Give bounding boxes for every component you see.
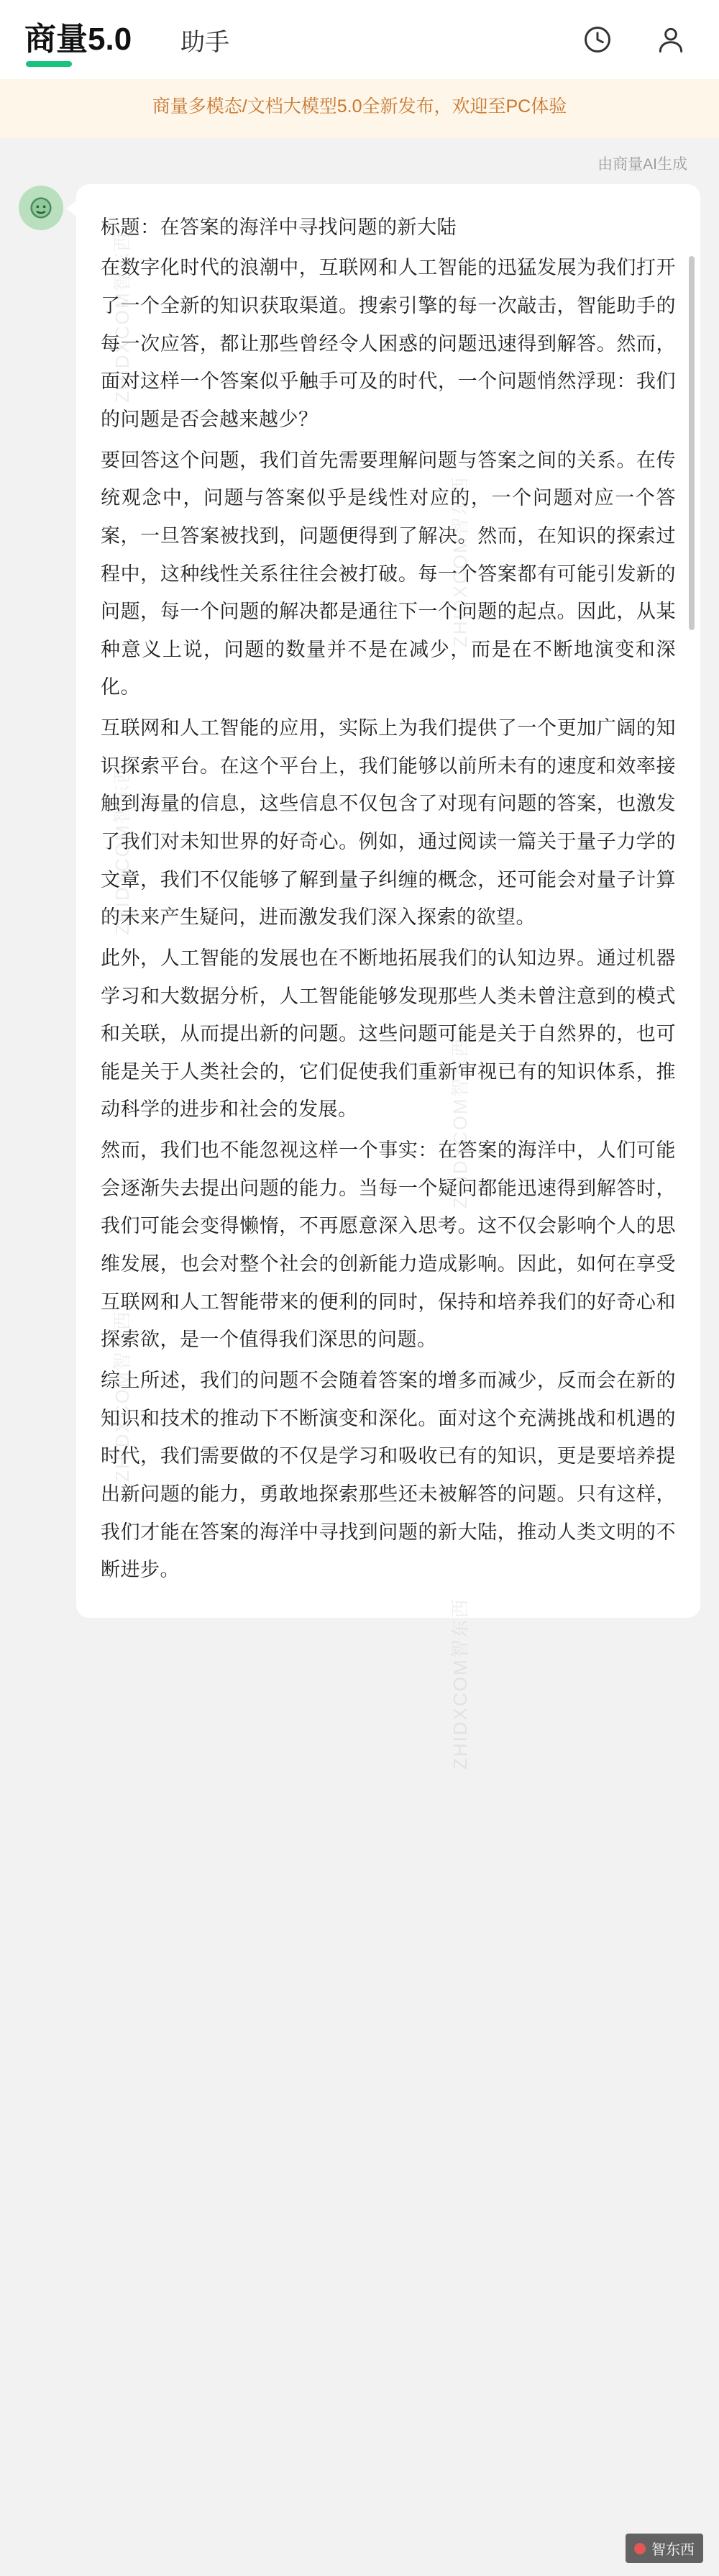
brand-underline [26,61,72,67]
message-paragraph: 要回答这个问题，我们首先需要理解问题与答案之间的关系。在传统观念中，问题与答案似乎是线性对应的，一个问题对应一个答案，一旦答案被找到，问题便得到了解决。然而，在知识的探索过程中，这种线性关系往往会被打破。每一个答案都有可能引发新的问题，每一个问题的解决都是通往下一个问题的起点。因此，从某种意义上说，问题的数量并不是在减少，而是在不断地演变和深化。 [101,449,676,698]
message-paragraph: 在数字化时代的浪潮中，互联网和人工智能的迅猛发展为我们打开了一个全新的知识获取渠道。搜索引擎的每一次敲击，智能助手的每一次应答，都让那些曾经令人困惑的问题迅速得到解答。然而，面对这样一个答案似乎触手可及的时代，一个问题悄然浮现：我们的问题是否会越来越少？ [101,257,676,430]
assistant-avatar [19,186,63,230]
chat-area [0,138,719,2573]
site-logo [626,2534,703,2563]
generation-meta [19,148,700,184]
message-bubble [76,184,700,1618]
message-paragraph: 综上所述，我们的问题不会随着答案的增多而减少，反而会在新的知识和技术的推动下不断演变和深化。面对这个充满挑战和机遇的时代，我们需要做的不仅是学习和吸收已有的知识，更是要培养提出新问题的能力，勇敢地探索那些还未被解答的问题。只有这样，我们才能在答案的海洋中寻找到问题的新大陆，推动人类文明的不断进步。 [101,1369,676,1581]
brand-title-text: 商量5.0 [24,22,132,57]
message-paragraph: 标题：在答案的海洋中寻找问题的新大陆 [101,216,457,238]
assistant-message [19,184,700,1618]
site-logo-text: 智东西 [651,2542,695,2558]
generation-meta-text: 由商量AI生成 [597,155,687,173]
assistant-label: 助手 [180,28,230,56]
brand-title [24,24,132,55]
user-icon[interactable] [654,23,687,56]
message-paragraph: 然而，我们也不能忽视这样一个事实：在答案的海洋中，人们可能会逐渐失去提出问题的能力。当每一个疑问都能迅速得到解答时，我们可能会变得懒惰，不再愿意深入思考。这不仅会影响个人的思维发展，也会对整个社会的创新能力造成影响。因此，如何在享受互联网和人工智能带来的便利的同时，保持和培养我们的好奇心和探索欲，是一个值得我们深思的问题。 [101,1139,676,1351]
promo-banner[interactable] [0,79,719,138]
vertical-scrollbar[interactable] [689,256,695,630]
app-header [0,0,719,79]
message-paragraph: 此外，人工智能的发展也在不断地拓展我们的认知边界。通过机器学习和大数据分析，人工智能能够发现那些人类未曾注意到的模式和关联，从而提出新的问题。这些问题可能是关于自然界的，也可能是关于人类社会的，它们促使我们重新审视已有的知识体系，推动科学的进步和社会的发展。 [101,947,676,1121]
header-actions [581,23,695,56]
message-paragraph: 互联网和人工智能的应用，实际上为我们提供了一个更加广阔的知识探索平台。在这个平台上，我们能够以前所未有的速度和效率接触到海量的信息，这些信息不仅包含了对现有问题的答案，也激发了我们对未知世界的好奇心。例如，通过阅读一篇关于量子力学的文章，我们不仅能够了解到量子纠缠的概念，还可能会对量子计算的未来产生疑问，进而激发我们深入探索的欲望。 [101,717,676,929]
logo-dot-icon [634,2543,646,2554]
watermark: ZHIDXCOM智东西 [449,1598,471,1770]
clock-icon[interactable] [581,23,614,56]
promo-banner-text: 商量多模态/文档大模型5.0全新发布，欢迎至PC体验 [152,96,567,117]
